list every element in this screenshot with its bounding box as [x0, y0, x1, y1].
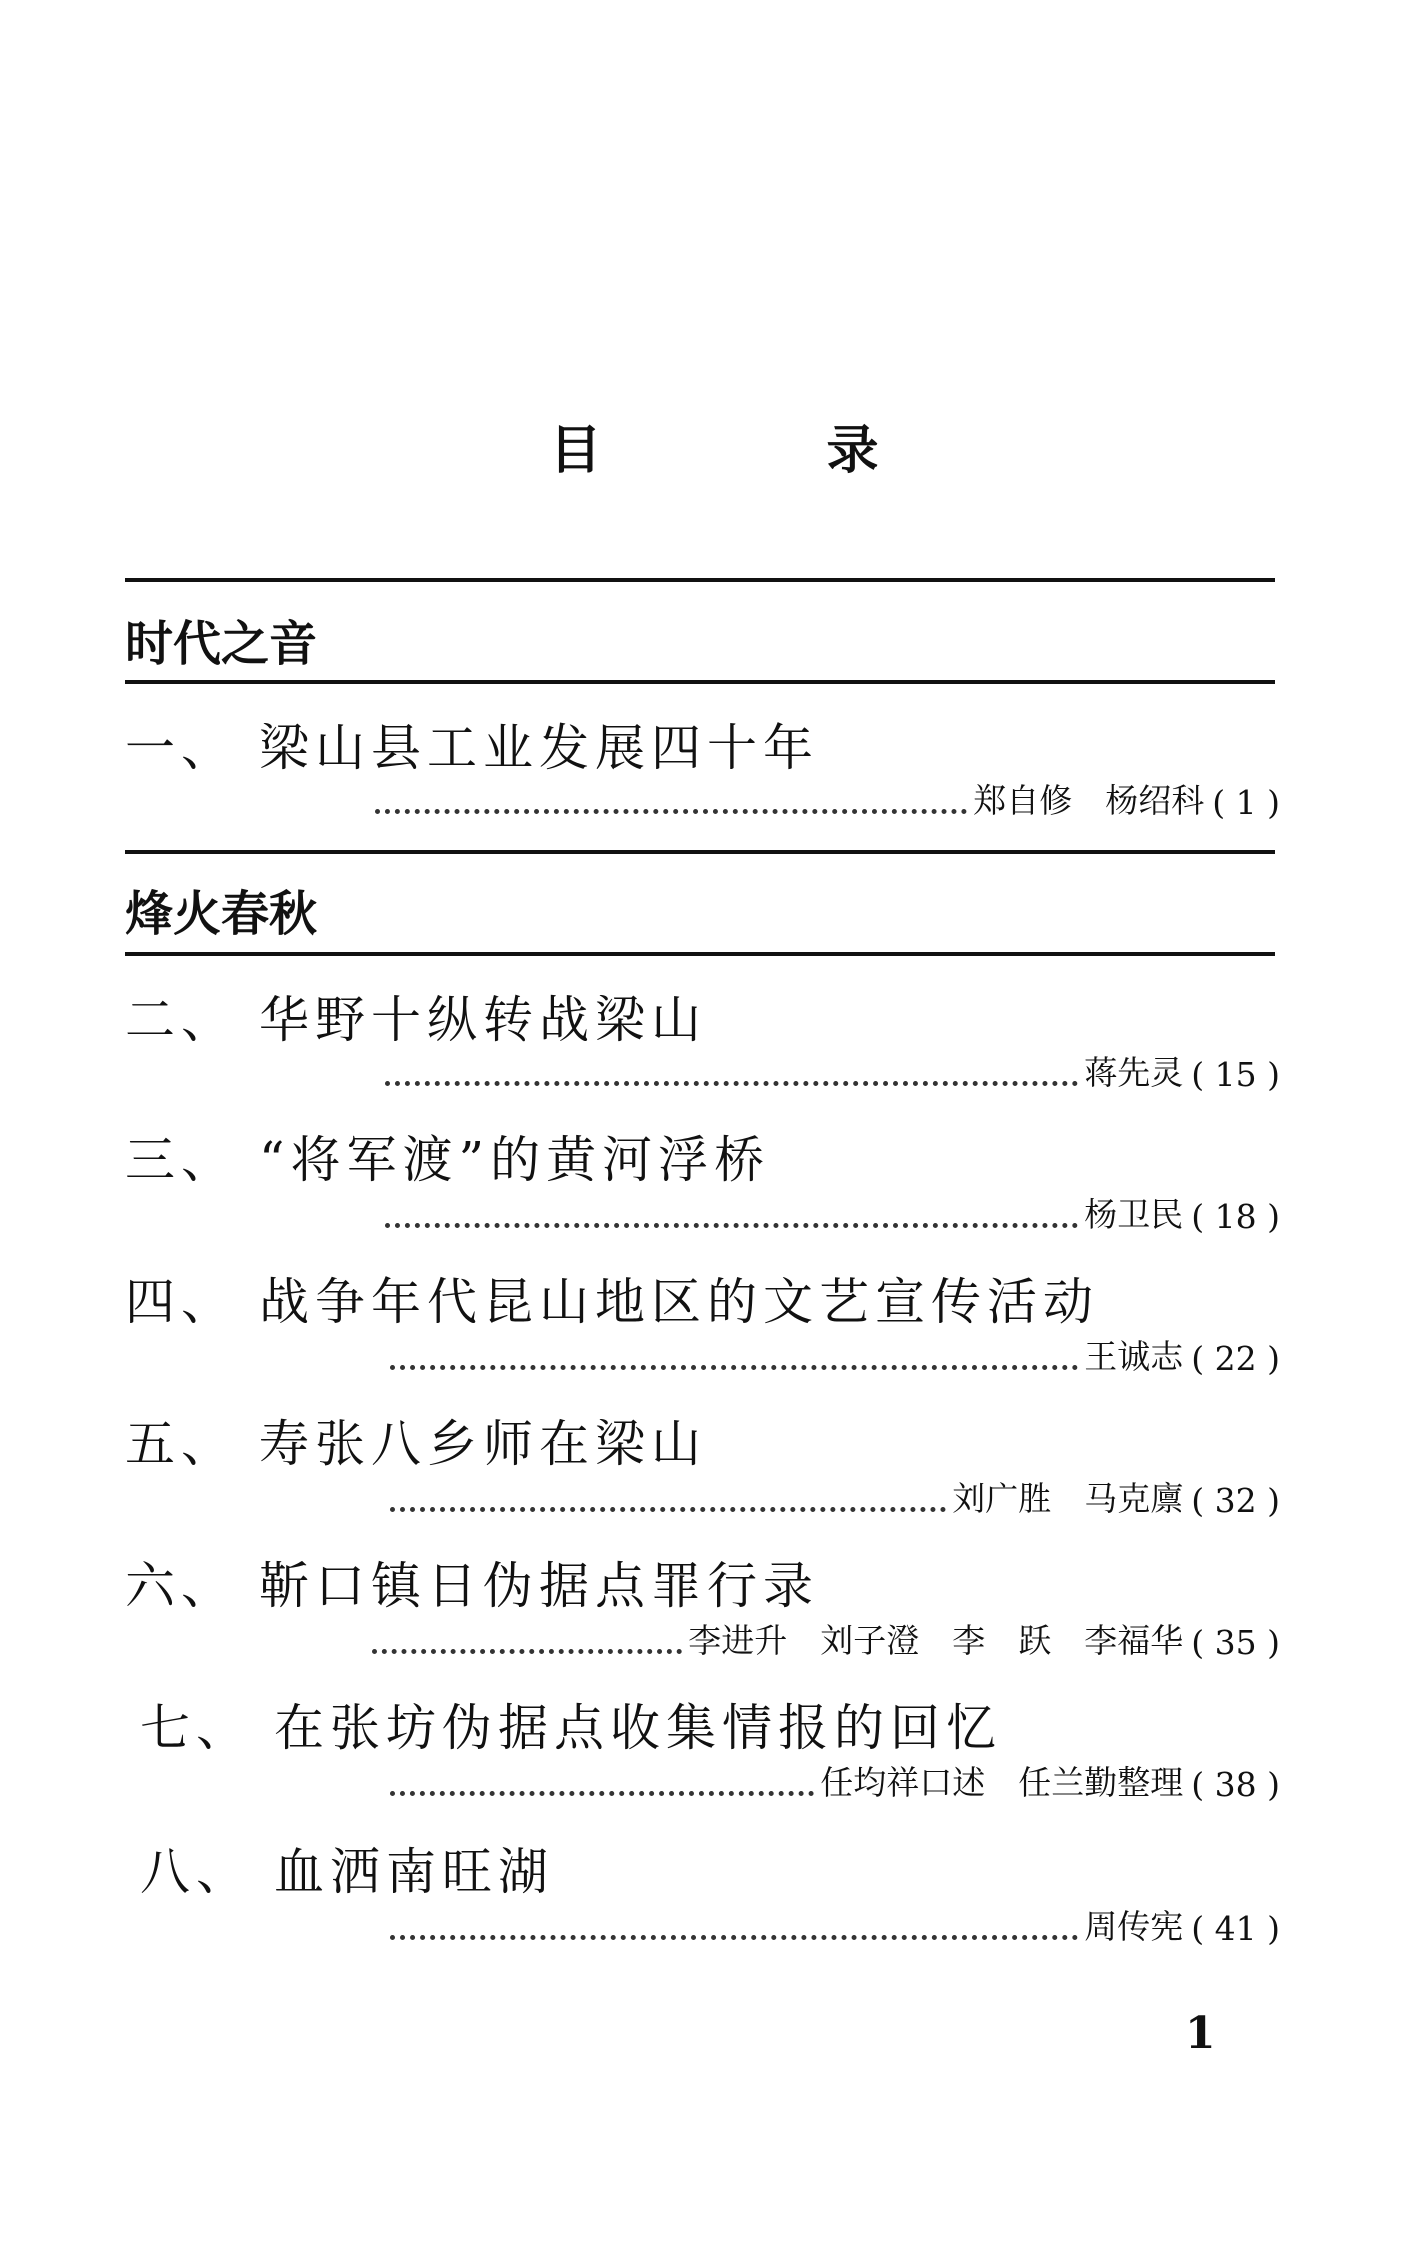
entry-author: 王诚志 [1084, 1337, 1184, 1376]
toc-entry-leader [372, 1622, 1280, 1662]
entry-number: 八、 [140, 1843, 252, 1901]
toc-entry-leader [385, 1054, 1280, 1094]
entry-author: 周传宪 [1084, 1907, 1184, 1946]
entry-title-text: 在张坊伪据点收集情报的回忆 [274, 1699, 1002, 1757]
toc-entry-title [125, 1546, 819, 1618]
toc-entry-leader [385, 1196, 1280, 1236]
entry-page-ref: ( 41 ) [1191, 1909, 1280, 1948]
entry-number: 五、 [125, 1415, 237, 1473]
dot-leader [385, 1081, 1078, 1086]
toc-entry-leader [375, 782, 1280, 822]
entry-page-ref: ( 22 ) [1191, 1339, 1280, 1378]
entry-author: 杨卫民 [1084, 1195, 1184, 1234]
toc-entry-leader [390, 1764, 1280, 1804]
dot-leader [390, 1935, 1078, 1940]
entry-page-ref: ( 38 ) [1191, 1765, 1280, 1804]
toc-entry-title [125, 980, 707, 1052]
toc-entry-leader [390, 1908, 1280, 1948]
toc-entry-title [125, 708, 819, 780]
page-title [0, 408, 1428, 483]
section-heading-shidai: 时代之音 [125, 616, 318, 672]
section-rule-bottom [125, 952, 1275, 956]
toc-entry-title [125, 1404, 707, 1476]
section-rule-top [125, 850, 1275, 854]
entry-page-ref: ( 18 ) [1191, 1197, 1280, 1236]
entry-title-text: 寿张八乡师在梁山 [259, 1415, 707, 1473]
entry-number: 二、 [125, 991, 237, 1049]
entry-page-ref: ( 35 ) [1191, 1623, 1280, 1662]
entry-author: 任均祥口述 任兰勤整理 [820, 1763, 1184, 1802]
dot-leader [372, 1649, 682, 1654]
toc-entry-leader [390, 1480, 1280, 1520]
dot-leader [390, 1365, 1078, 1370]
toc-entry-title [140, 1832, 554, 1904]
entry-title-text: “将军渡”的黄河浮桥 [259, 1131, 771, 1189]
entry-page-ref: ( 32 ) [1191, 1481, 1280, 1520]
title-char-left: 目 [549, 421, 602, 481]
entry-title-text: 靳口镇日伪据点罪行录 [259, 1557, 819, 1615]
toc-entry-leader [390, 1338, 1280, 1378]
entry-author: 郑自修 杨绍科 [973, 781, 1205, 820]
title-char-right: 录 [826, 421, 879, 481]
toc-entry-title [140, 1688, 1002, 1760]
toc-entry-title [125, 1120, 770, 1192]
entry-number: 一、 [125, 719, 237, 777]
entry-number: 七、 [140, 1699, 252, 1757]
entry-author: 李进升 刘子澄 李 跃 李福华 [688, 1621, 1184, 1660]
section-heading-fenghuo: 烽火春秋 [125, 886, 318, 942]
section-rule-top [125, 578, 1275, 582]
entry-page-ref: ( 1 ) [1212, 783, 1280, 822]
section-rule-bottom [125, 680, 1275, 684]
entry-number: 六、 [125, 1557, 237, 1615]
entry-title-text: 华野十纵转战梁山 [259, 991, 707, 1049]
toc-entry-title [125, 1262, 1099, 1334]
entry-author: 刘广胜 马克廪 [952, 1479, 1184, 1518]
dot-leader [375, 809, 967, 814]
entry-title-text: 战争年代昆山地区的文艺宣传活动 [259, 1273, 1099, 1331]
page-number: 1 [1185, 2008, 1216, 2059]
entry-author: 蒋先灵 [1084, 1053, 1184, 1092]
entry-number: 四、 [125, 1273, 237, 1331]
dot-leader [385, 1223, 1078, 1228]
dot-leader [390, 1791, 814, 1796]
dot-leader [390, 1507, 946, 1512]
entry-number: 三、 [125, 1131, 237, 1189]
entry-title-text: 梁山县工业发展四十年 [259, 719, 819, 777]
entry-page-ref: ( 15 ) [1191, 1055, 1280, 1094]
entry-title-text: 血洒南旺湖 [274, 1843, 554, 1901]
